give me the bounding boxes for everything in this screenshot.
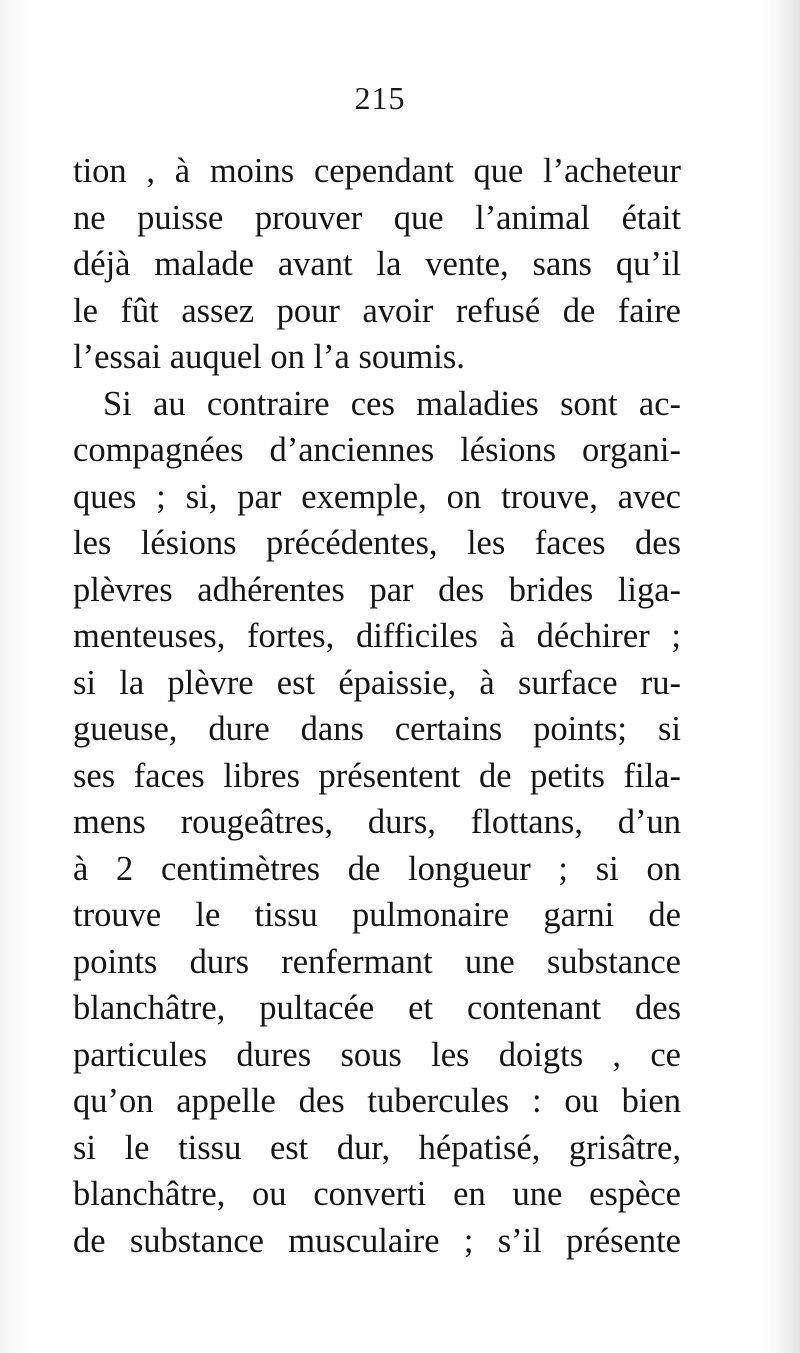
text-line: l’essai auquel on l’a soumis. bbox=[73, 338, 465, 376]
text-line: le fût assez pour avoir refusé de faire bbox=[73, 291, 681, 330]
text-line: menteuses, fortes, difficiles à déchirer ; bbox=[73, 617, 681, 655]
paragraph-start-line: Si au contraire ces maladies sont ac- bbox=[103, 384, 681, 423]
text-line: si la plèvre est épaissie, à surface ru- bbox=[73, 663, 681, 702]
text-line: si le tissu est dur, hépatisé, grisâtre, bbox=[73, 1128, 681, 1167]
text-line: plèvres adhérentes par des brides liga- bbox=[73, 570, 681, 609]
text-line: particules dures sous les doigts , ce bbox=[73, 1035, 681, 1074]
text-line: points durs renfermant une substance bbox=[73, 942, 681, 981]
text-line: tion , à moins cependant que l’acheteur bbox=[73, 152, 681, 190]
text-line: compagnées d’anciennes lésions organi- bbox=[73, 431, 681, 469]
text-line: les lésions précédentes, les faces des bbox=[73, 524, 681, 562]
body-text bbox=[73, 148, 681, 1264]
text-line: ne puisse prouver que l’animal était bbox=[73, 198, 681, 237]
text-line: qu’on appelle des tubercules : ou bien bbox=[73, 1082, 681, 1120]
text-line: de substance musculaire ; s’il présente bbox=[73, 1221, 681, 1260]
text-line: trouve le tissu pulmonaire garni de bbox=[73, 896, 681, 934]
text-line: à 2 centimètres de longueur ; si on bbox=[73, 849, 681, 888]
text-line: déjà malade avant la vente, sans qu’il bbox=[73, 245, 681, 283]
text-line: gueuse, dure dans certains points; si bbox=[73, 710, 681, 748]
page-edge-shadow bbox=[776, 0, 800, 1353]
text-line: blanchâtre, pultacée et contenant des bbox=[73, 989, 681, 1027]
text-line: mens rougeâtres, durs, flottans, d’un bbox=[73, 803, 681, 841]
text-line: blanchâtre, ou converti en une espèce bbox=[73, 1175, 681, 1213]
text-line: ques ; si, par exemple, on trouve, avec bbox=[73, 477, 681, 516]
text-line: ses faces libres présentent de petits fila- bbox=[73, 756, 681, 795]
page-number: 215 bbox=[354, 80, 406, 116]
